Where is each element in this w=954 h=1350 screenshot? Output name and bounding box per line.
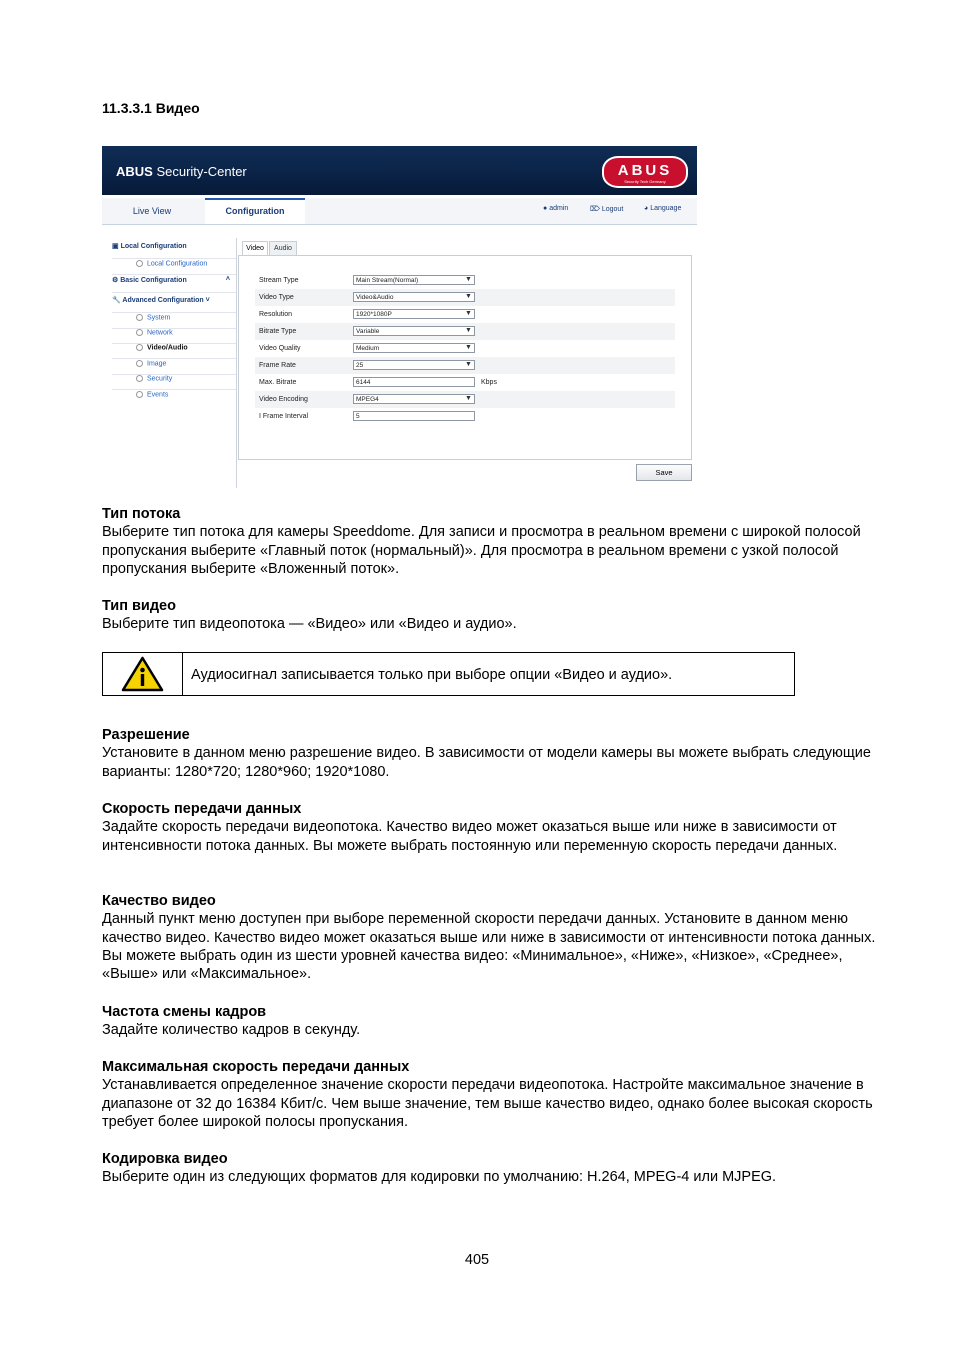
field-i-frame-interval: I Frame Interval 5 bbox=[255, 408, 675, 425]
para-bitrate: Скорость передачи данных Задайте скорость передачи видеопотока. Качество видео может оказаться выше или ниже в зависимости от интенсивности потока данных. Вы можете выбрать постоянную или переменную скорость передачи данных. bbox=[102, 801, 838, 854]
chevron-down-icon: ˅ bbox=[205, 297, 210, 304]
warning-icon bbox=[103, 653, 182, 695]
sidebar-advanced-configuration[interactable]: 🔧 Advanced Configuration ˅ bbox=[112, 296, 236, 313]
bitrate-type-select[interactable]: Variable ▼ bbox=[353, 326, 475, 336]
page-number: 405 bbox=[464, 1252, 490, 1268]
content-divider bbox=[236, 238, 237, 488]
field-frame-rate: Frame Rate 25 ▼ bbox=[255, 357, 675, 374]
sidebar-item-events[interactable]: Events bbox=[112, 391, 236, 405]
gear-icon: ⚙ bbox=[112, 277, 119, 284]
sidebar-item-security[interactable]: Security bbox=[112, 375, 236, 390]
sidebar-basic-configuration[interactable]: ⚙ Basic Configuration ˄ bbox=[112, 276, 236, 293]
frame-rate-select[interactable]: 25 ▼ bbox=[353, 360, 475, 370]
abus-logo: ABUS Security Tech Germany bbox=[602, 156, 688, 188]
logout-icon: ⌦ bbox=[590, 206, 600, 213]
sidebar-item-image[interactable]: Image bbox=[112, 360, 236, 375]
language-link[interactable]: ◕ Language bbox=[644, 205, 682, 212]
logout-link[interactable]: ⌦ Logout bbox=[590, 206, 624, 213]
save-button[interactable]: Save bbox=[636, 464, 692, 481]
chevron-down-icon: ▼ bbox=[465, 310, 472, 317]
note-text: Аудиосигнал записывается только при выборе опции «Видео и аудио». bbox=[191, 667, 673, 683]
max-bitrate-input[interactable]: 6144 bbox=[353, 377, 475, 387]
chevron-down-icon: ▼ bbox=[465, 395, 472, 402]
sidebar-local-configuration[interactable]: ▣ Local Configuration bbox=[112, 242, 236, 259]
config-screenshot bbox=[102, 146, 697, 488]
tab-audio[interactable]: Audio bbox=[269, 241, 297, 257]
user-icon: ● bbox=[543, 205, 548, 212]
max-bitrate-unit: Kbps bbox=[481, 379, 497, 386]
monitor-icon: ▣ bbox=[112, 243, 119, 250]
section-title: 11.3.3.1 Видео bbox=[102, 100, 200, 116]
field-video-encoding: Video Encoding MPEG4 ▼ bbox=[255, 391, 675, 408]
user-link[interactable]: ● admin bbox=[543, 205, 569, 212]
video-quality-select[interactable]: Medium ▼ bbox=[353, 343, 475, 353]
chevron-down-icon: ▼ bbox=[465, 276, 472, 283]
para-stream-type: Тип потока Выберите тип потока для камеры Speeddome. Для записи и просмотра в реальном времени с широкой полосой пропускания выберите «Главный поток (нормальный)». Для просмотра в реальном времени с узкой полосой пропускания выберите «Вложенный поток». bbox=[102, 506, 861, 577]
video-encoding-select[interactable]: MPEG4 ▼ bbox=[353, 394, 475, 404]
note-icon-cell bbox=[103, 653, 183, 695]
sidebar-item-network[interactable]: Network bbox=[112, 329, 236, 344]
chevron-up-icon: ˄ bbox=[225, 276, 230, 283]
field-bitrate-type: Bitrate Type Variable ▼ bbox=[255, 323, 675, 340]
tab-video[interactable]: Video bbox=[242, 241, 268, 257]
para-video-type: Тип видео Выберите тип видеопотока — «Видео» или «Видео и аудио». bbox=[102, 598, 517, 633]
field-video-type: Video Type Video&Audio ▼ bbox=[255, 289, 675, 306]
chevron-down-icon: ▼ bbox=[465, 293, 472, 300]
chevron-down-icon: ▼ bbox=[465, 344, 472, 351]
para-resolution: Разрешение Установите в данном меню разрешение видео. В зависимости от модели камеры вы можете выбрать следующие варианты: 1280*720; 1280*960; 1920*1080. bbox=[102, 727, 871, 780]
para-max-bitrate: Максимальная скорость передачи данных Устанавливается определенное значение скорости передачи видеопотока. Настройте максимальное значение в диапазоне от 32 до 16384 Кбит/с. Чем выше значение, тем выше качество видео, однако более высокая скорость требует более широкой полосы пропускания. bbox=[102, 1059, 873, 1130]
sidebar-item-video-audio[interactable]: Video/Audio bbox=[112, 344, 236, 359]
sidebar-item-local-configuration[interactable]: Local Configuration bbox=[112, 260, 236, 275]
tab-live-view[interactable]: Live View bbox=[132, 206, 172, 216]
note-box bbox=[102, 652, 795, 696]
resolution-select[interactable]: 1920*1080P ▼ bbox=[353, 309, 475, 319]
top-nav bbox=[102, 198, 697, 225]
para-video-encoding: Кодировка видео Выберите один из следующих форматов для кодировки по умолчанию: H.264, MPEG-4 или MJPEG. bbox=[102, 1151, 777, 1186]
video-type-select[interactable]: Video&Audio ▼ bbox=[353, 292, 475, 302]
field-video-quality: Video Quality Medium ▼ bbox=[255, 340, 675, 357]
app-title: ABUS Security-Center bbox=[116, 164, 247, 179]
video-settings-panel bbox=[238, 255, 692, 460]
para-video-quality: Качество видео Данный пункт меню доступен при выборе переменной скорости передачи данных. Установите в данном меню качество видео. Качество видео может оказаться выше или ниже в зависимости от интенсивности потока данных. Вы можете выбрать один из шести уровней качества видео: «Минимальное», «Ниже», «Низкое», «Среднее», «Выше» или «Максимальное». bbox=[102, 893, 876, 983]
tab-configuration[interactable]: Configuration bbox=[205, 198, 305, 224]
field-max-bitrate: Max. Bitrate 6144 Kbps bbox=[259, 379, 497, 386]
chevron-down-icon: ▼ bbox=[465, 361, 472, 368]
globe-icon: ◕ bbox=[644, 205, 649, 212]
chevron-down-icon: ▼ bbox=[465, 327, 472, 334]
i-frame-interval-input[interactable]: 5 bbox=[353, 411, 475, 421]
sidebar-item-system[interactable]: System bbox=[112, 314, 236, 329]
field-resolution: Resolution 1920*1080P ▼ bbox=[255, 306, 675, 323]
wrench-icon: 🔧 bbox=[112, 297, 121, 304]
field-stream-type: Stream Type Main Stream(Normal) ▼ bbox=[255, 272, 675, 289]
stream-type-select[interactable]: Main Stream(Normal) ▼ bbox=[353, 275, 475, 285]
app-banner bbox=[102, 146, 697, 195]
para-frame-rate: Частота смены кадров Задайте количество кадров в секунду. bbox=[102, 1004, 361, 1039]
